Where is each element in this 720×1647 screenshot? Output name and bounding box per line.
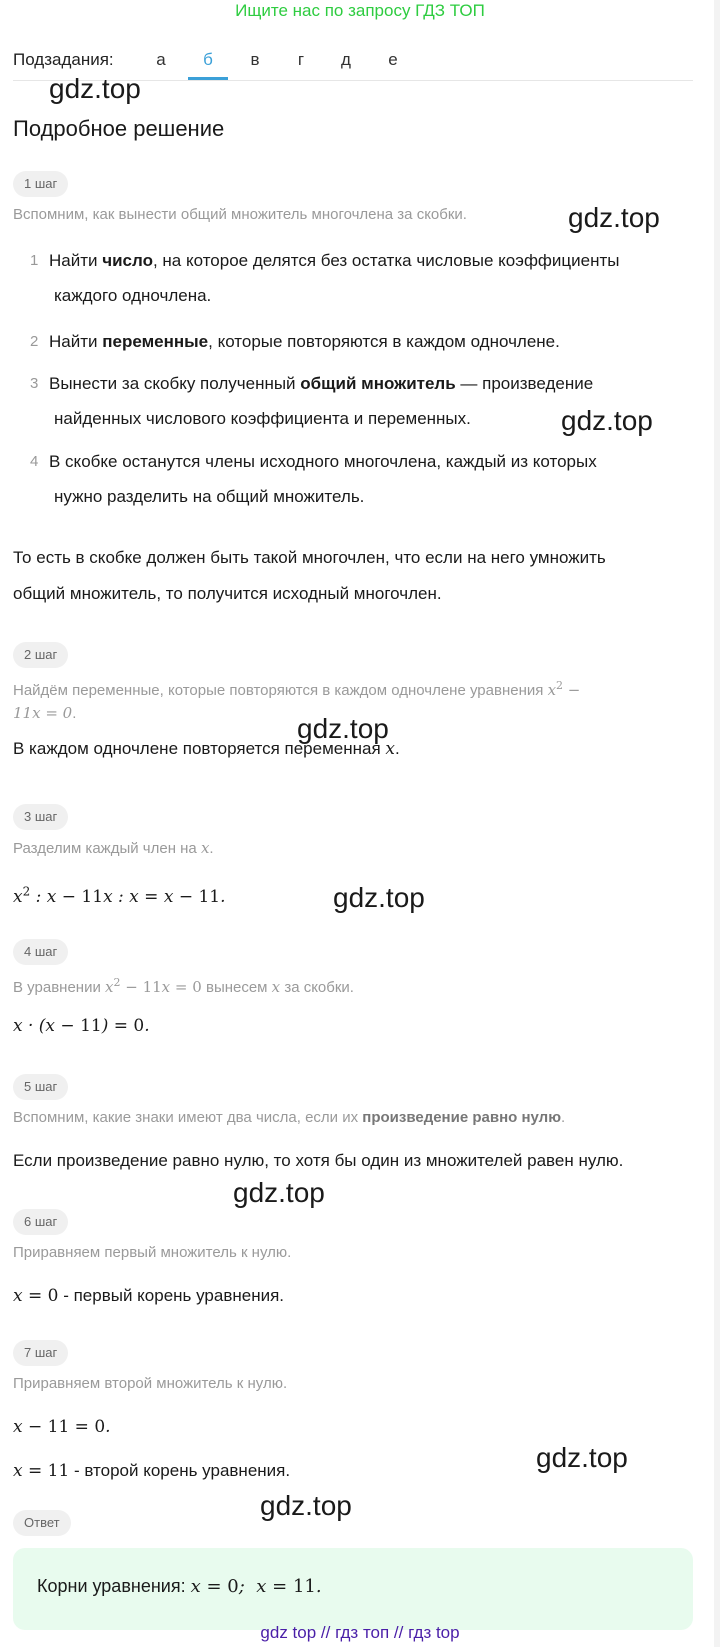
list-text: , на которое делятся без остатка числовые коэффициенты [152, 251, 620, 270]
equation: $x^2$ − [547, 679, 581, 699]
list-text: , которые повторяются в каждом одночлене. [208, 332, 560, 351]
search-hint-banner: Ищите нас по запросу ГДЗ ТОП [235, 1, 485, 20]
step-badge: 5 шаг [13, 1074, 68, 1100]
answer-text [37, 1576, 322, 1597]
watermark: gdz.top [233, 1177, 325, 1208]
tab-d[interactable]: д [341, 50, 351, 69]
step-text-part: - первый корень уравнения. [58, 1286, 285, 1305]
hint-bold: произведение равно нулю [362, 1109, 562, 1126]
list-text: Найти [49, 332, 103, 351]
list-item [30, 324, 680, 359]
step-badge: 6 шаг [13, 1209, 68, 1235]
watermark: gdz.top [536, 1442, 628, 1473]
list-item [30, 366, 680, 436]
watermark: gdz.top [49, 73, 141, 104]
tab-g[interactable]: г [297, 50, 305, 69]
watermark: gdz.top [260, 1490, 352, 1521]
list-text: нужно разделить на общий множитель. [54, 487, 365, 506]
list-number: 2 [30, 333, 39, 350]
list-text: найденных числового коэффициента и переменных. [54, 409, 471, 428]
list-bold: число [102, 251, 153, 270]
list-text: Найти [49, 251, 103, 270]
list-number: 1 [30, 252, 39, 269]
equation: 11x = 0 [13, 704, 73, 722]
step-text-part: - второй корень уравнения. [69, 1461, 291, 1480]
step-hint: Найдём переменные, которые повторяются в каждом одночлене уравнения $x^2$ − 11x = 0. [13, 679, 581, 722]
variable: x [200, 839, 210, 857]
footer-links[interactable]: gdz top // гдз топ // гдз top [260, 1623, 460, 1642]
watermark: gdz.top [568, 202, 660, 233]
equation: $x^2 - 11x = 0$ [105, 976, 202, 996]
step-hint [13, 972, 354, 999]
subtasks-label: Подзадания: [13, 50, 114, 69]
answer-box [13, 1548, 693, 1630]
hint-text: вынесем [205, 979, 268, 996]
list-number: 3 [30, 375, 39, 392]
variable: x [271, 978, 281, 996]
step-badge: 1 шаг [13, 171, 68, 197]
step-note: То есть в скобке должен быть такой многочлен, что если на него умножить [13, 548, 606, 567]
step-hint: Разделим каждый член на x. [13, 839, 214, 857]
list-text: Вынести за скобку полученный [49, 374, 301, 393]
watermark: gdz.top [561, 405, 653, 436]
equation-line: x − 11 = 0. [13, 1417, 111, 1437]
step-badge: 2 шаг [13, 642, 68, 668]
answer-equation: x = 0; x = 11. [190, 1576, 322, 1597]
step-badge: 3 шаг [13, 804, 68, 830]
watermark: gdz.top [333, 882, 425, 913]
step-text: Если произведение равно нулю, то хотя бы один из множителей равен нулю. [13, 1151, 624, 1170]
step-hint: Приравняем первый множитель к нулю. [13, 1244, 292, 1261]
page-title: Подробное решение [13, 116, 225, 141]
scrollbar[interactable] [714, 0, 720, 1647]
list-text: — произведение [455, 374, 594, 393]
list-item [30, 444, 680, 514]
watermark: gdz.top [297, 713, 389, 744]
answer-label: Корни уравнения: [37, 1576, 186, 1596]
variable: x [385, 739, 395, 759]
step-note: общий множитель, то получится исходный многочлен. [13, 584, 442, 603]
step-text: В каждом одночлене повторяется переменная x. [13, 739, 400, 759]
tab-b[interactable]: б [188, 50, 228, 80]
tab-a[interactable]: а [156, 50, 166, 69]
list-item [30, 243, 680, 313]
equation-line: $x^2$ : x − 11x : x = x − 11. [13, 884, 226, 907]
answer-badge: Ответ [13, 1510, 71, 1536]
tab-v[interactable]: в [250, 50, 260, 69]
list-text: каждого одночлена. [54, 286, 212, 305]
list-bold: общий множитель [300, 374, 456, 393]
hint-text: Найдём переменные, которые повторяются в каждом одночлене уравнения [13, 682, 544, 699]
list-text: В скобке останутся члены исходного многочлена, каждый из которых [49, 452, 597, 471]
list-bold: переменные [102, 332, 209, 351]
step-text: x = 0 - первый корень уравнения. [13, 1286, 285, 1306]
step-badge: 7 шаг [13, 1340, 68, 1366]
list-number: 4 [30, 453, 39, 470]
step-text: x = 11 - второй корень уравнения. [13, 1461, 291, 1481]
equation-line: x · (x − 11) = 0. [13, 1016, 150, 1036]
hint-text: В уравнении [13, 979, 101, 996]
step-hint: Приравняем второй множитель к нулю. [13, 1375, 288, 1392]
hint-text: Разделим каждый член на [13, 840, 197, 857]
step-text-part: В каждом одночлене повторяется переменная [13, 739, 381, 758]
step-hint: Вспомним, как вынести общий множитель многочлена за скобки. [13, 206, 467, 223]
step-badge: 4 шаг [13, 939, 68, 965]
hint-text: за скобки. [284, 979, 354, 996]
step-hint: Вспомним, какие знаки имеют два числа, если их произведение равно нулю. [13, 1109, 566, 1126]
tab-e[interactable]: е [388, 50, 398, 69]
hint-text: Вспомним, какие знаки имеют два числа, если их [13, 1109, 359, 1126]
